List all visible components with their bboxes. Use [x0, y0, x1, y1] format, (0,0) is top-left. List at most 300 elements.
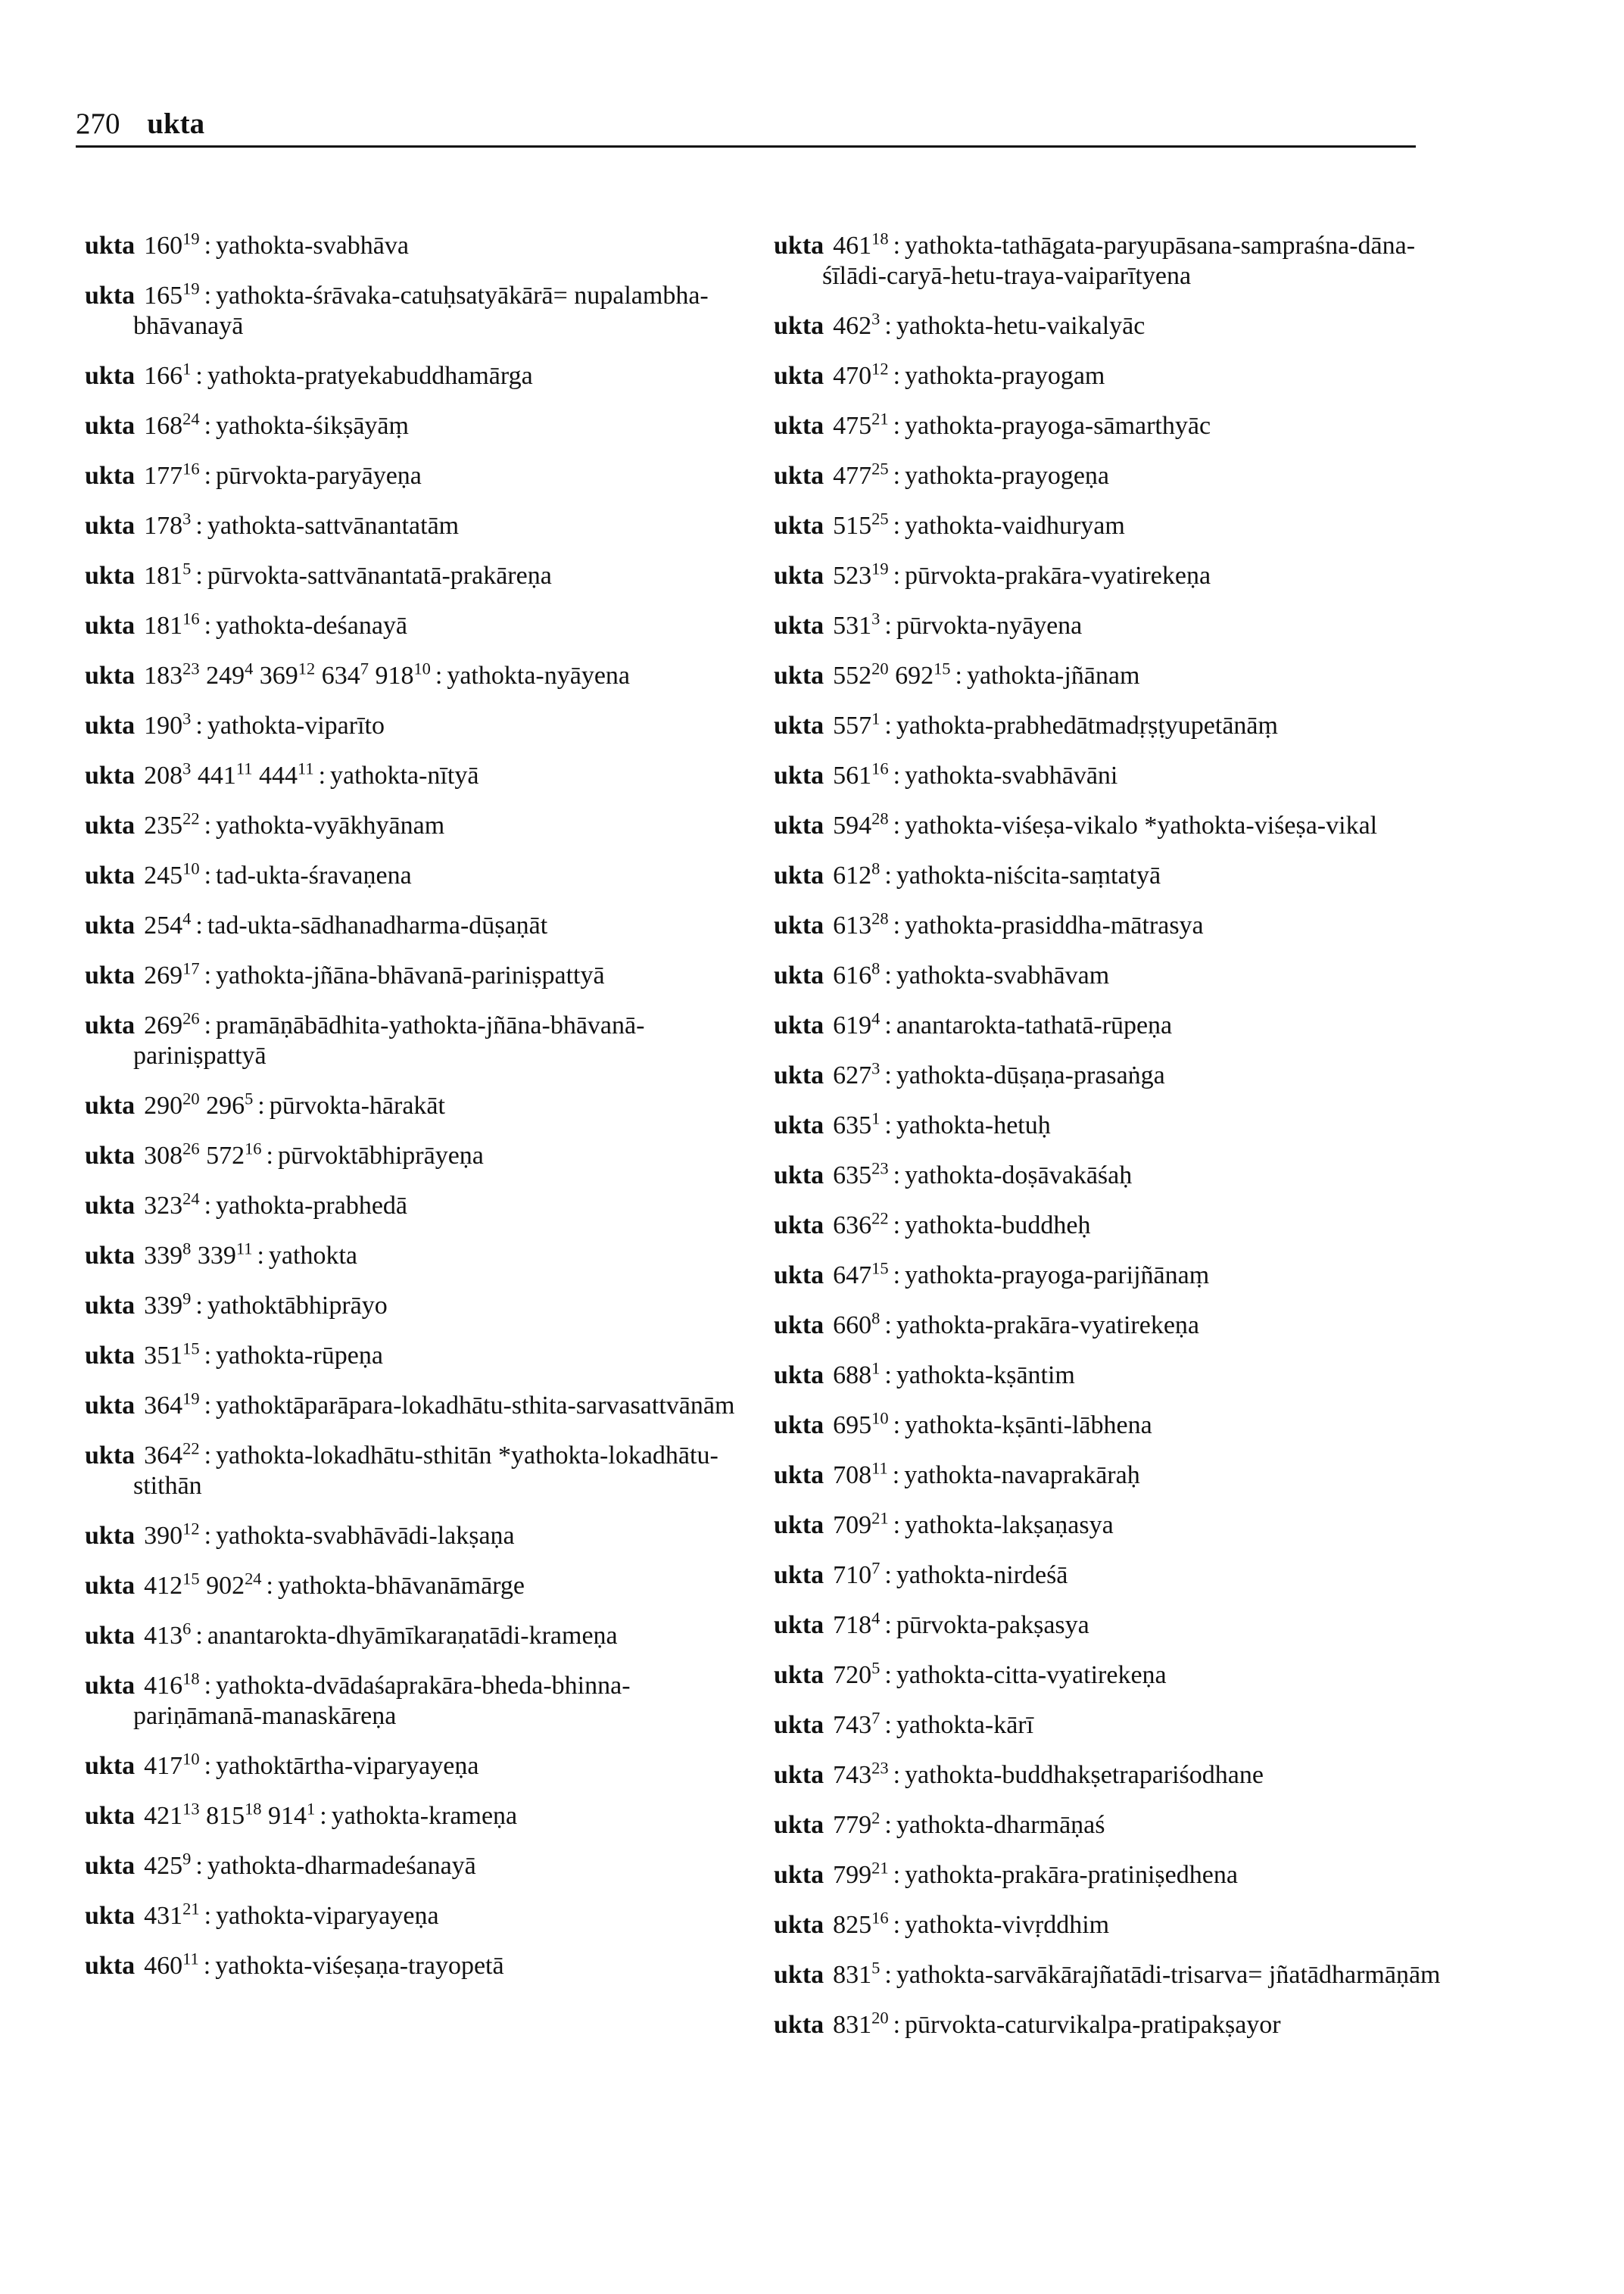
entry-text: yathokta-sattvānantatām [207, 512, 460, 540]
entry-text: yathokta-krameṇa [331, 1802, 518, 1830]
entry-separator: : [204, 232, 212, 260]
dictionary-entry [85, 661, 736, 691]
entry-text: pūrvokta-prakāra-vyatirekeṇa [905, 562, 1211, 590]
dictionary-entry [85, 1191, 736, 1221]
dictionary-entry [85, 1571, 736, 1601]
entry-headword: ukta [85, 1092, 136, 1120]
dictionary-entry [774, 1008, 1455, 1041]
entry-text: yathokta-niścita-saṃtatyā [896, 862, 1161, 890]
reference-line: 23 [871, 1158, 889, 1178]
entry-reference [833, 2008, 889, 2039]
entry-headword: ukta [85, 812, 136, 840]
entry-headword: ukta [85, 362, 136, 390]
reference-line: 5 [871, 1958, 881, 1978]
reference-page: 634 [321, 662, 360, 690]
entry-separator: : [884, 1711, 892, 1739]
entry-text: pūrvokta-paryāyeṇa [216, 462, 422, 490]
entry-reference [144, 709, 192, 740]
reference-page: 627 [833, 1061, 872, 1089]
reference-page: 183 [144, 662, 183, 690]
reference-page: 710 [833, 1561, 872, 1589]
reference-line: 24 [182, 1189, 200, 1208]
reference-page: 441 [197, 762, 236, 790]
reference-page: 613 [833, 912, 872, 940]
dictionary-entry [774, 1810, 1455, 1840]
entry-reference [144, 229, 200, 260]
entry-headword: ukta [85, 232, 136, 260]
dictionary-entry [774, 861, 1455, 891]
reference-page: 523 [833, 562, 872, 590]
reference-page: 269 [144, 962, 183, 990]
reference-line: 18 [871, 229, 889, 248]
entry-headword: ukta [774, 612, 824, 640]
page-number: 270 [76, 108, 120, 140]
reference-line: 4 [182, 909, 192, 928]
reference-line: 23 [182, 659, 200, 678]
dictionary-entry [774, 231, 1455, 291]
entry-separator: : [884, 1811, 892, 1839]
entry-reference [268, 1799, 316, 1830]
entry-reference [833, 1358, 881, 1389]
entry-headword: ukta [774, 1661, 824, 1689]
entry-reference [833, 1258, 889, 1289]
entry-text: yathokta-vyākhyānam [216, 812, 445, 840]
reference-page: 339 [197, 1242, 236, 1270]
entry-reference [144, 359, 192, 390]
reference-page: 444 [258, 762, 298, 790]
entry-headword: ukta [774, 1561, 824, 1589]
entry-separator: : [955, 662, 962, 690]
entry-separator: : [893, 1761, 901, 1789]
entry-reference [833, 909, 889, 940]
dictionary-entry [85, 461, 736, 491]
entry-separator: : [204, 462, 212, 490]
entry-separator: : [257, 1242, 264, 1270]
entry-text: tad-ukta-śravaṇena [216, 862, 412, 890]
entry-headword: ukta [85, 1802, 136, 1830]
entry-separator: : [204, 1442, 212, 1470]
entry-separator: : [884, 1611, 892, 1639]
entry-text: yathokta-śrāvaka-catuḥsatyākārā= nupalambha-bhāvanayā [133, 282, 709, 340]
reference-line: 10 [182, 1749, 200, 1769]
entry-reference [144, 1089, 200, 1120]
entry-text: tad-ukta-sādhanadharma-dūṣaṇāt [207, 912, 548, 940]
reference-page: 290 [144, 1092, 183, 1120]
entry-reference [833, 509, 889, 540]
reference-page: 692 [895, 662, 934, 690]
reference-page: 635 [833, 1161, 872, 1189]
entry-separator: : [884, 1961, 892, 1989]
entry-headword: ukta [774, 232, 824, 260]
dictionary-entry [85, 511, 736, 541]
entry-text: yathokta-doṣāvakāśaḥ [905, 1161, 1133, 1189]
entry-reference [259, 659, 316, 690]
entry-text: yathokta [268, 1242, 357, 1270]
entry-reference [206, 659, 254, 690]
entry-separator: : [204, 1752, 212, 1780]
reference-line: 13 [182, 1799, 200, 1819]
reference-page: 177 [144, 462, 183, 490]
entry-headword: ukta [774, 362, 824, 390]
reference-line: 3 [182, 709, 192, 728]
entry-separator: : [204, 1902, 212, 1930]
entry-text: yathokta-viśeṣa-vikalo *yathokta-viśeṣa-vikal [905, 812, 1378, 840]
entry-reference [144, 1239, 192, 1270]
reference-page: 460 [144, 1952, 183, 1980]
entry-text: yathokta-śikṣāyāṃ [216, 412, 409, 440]
entry-headword: ukta [774, 912, 824, 940]
entry-text: yathokta-prabhedātmadṛṣṭyupetānāṃ [896, 712, 1278, 740]
entry-separator: : [203, 1952, 211, 1980]
entry-reference [833, 1708, 881, 1739]
reference-page: 557 [833, 712, 872, 740]
reference-page: 339 [144, 1292, 183, 1320]
reference-page: 531 [833, 612, 872, 640]
reference-line: 15 [871, 1258, 889, 1278]
entry-reference [144, 509, 192, 540]
dictionary-entry [774, 1660, 1455, 1691]
entry-reference [197, 759, 253, 790]
reference-page: 235 [144, 812, 183, 840]
reference-line: 12 [871, 359, 889, 379]
reference-page: 743 [833, 1711, 872, 1739]
reference-line: 11 [182, 1949, 199, 1968]
dictionary-entry [85, 561, 736, 591]
entry-text: yathokta-svabhāvādi-lakṣaṇa [216, 1522, 515, 1550]
reference-page: 572 [206, 1142, 245, 1170]
reference-page: 475 [833, 412, 872, 440]
entry-reference [833, 1308, 881, 1339]
entry-separator: : [893, 462, 901, 490]
entry-reference [206, 1799, 262, 1830]
dictionary-entry [774, 1208, 1455, 1241]
reference-line: 5 [871, 1658, 881, 1678]
entry-text: yathokta-lakṣaṇasya [905, 1511, 1114, 1539]
entry-headword: ukta [774, 312, 824, 340]
entry-headword: ukta [774, 712, 824, 740]
reference-line: 16 [182, 609, 200, 628]
dictionary-entry [774, 311, 1455, 341]
reference-page: 612 [833, 862, 872, 890]
entry-reference [206, 1569, 262, 1600]
entry-text: yathokta-dūṣaṇa-prasaṅga [896, 1061, 1165, 1089]
entry-separator: : [318, 762, 326, 790]
entry-text: pūrvokta-nyāyena [896, 612, 1083, 640]
entry-headword: ukta [774, 1861, 824, 1889]
reference-page: 688 [833, 1361, 872, 1389]
reference-line: 16 [182, 459, 200, 478]
entry-headword: ukta [85, 762, 136, 790]
entry-reference [144, 279, 200, 310]
entry-text: yathokta-prasiddha-mātrasya [905, 912, 1204, 940]
reference-page: 636 [833, 1211, 872, 1239]
entry-reference [206, 1089, 254, 1120]
reference-line: 22 [182, 1438, 200, 1458]
dictionary-entry [85, 1241, 736, 1271]
entry-reference [833, 1508, 889, 1539]
entry-reference [833, 1558, 881, 1589]
entry-headword: ukta [774, 862, 824, 890]
dictionary-entry [85, 231, 736, 261]
entry-text: yathokta-hetu-vaikalyāc [896, 312, 1146, 340]
reference-page: 709 [833, 1511, 872, 1539]
entry-separator: : [893, 1861, 901, 1889]
reference-line: 10 [182, 859, 200, 878]
dictionary-entry [774, 1560, 1455, 1591]
entry-text: yathokta-viśeṣaṇa-trayopetā [215, 1952, 504, 1980]
entry-headword: ukta [774, 1511, 824, 1539]
reference-page: 718 [833, 1611, 872, 1639]
entry-headword: ukta [774, 1961, 824, 1989]
reference-line: 1 [871, 709, 881, 728]
dictionary-entry [774, 1760, 1455, 1791]
dictionary-entry [774, 1258, 1455, 1291]
entry-text: yathokta-nītyā [330, 762, 479, 790]
reference-page: 168 [144, 412, 183, 440]
entry-reference [144, 1008, 200, 1039]
entry-separator: : [266, 1142, 273, 1170]
reference-line: 6 [182, 1619, 192, 1638]
entry-text: anantarokta-dhyāmīkaraṇatādi-krameṇa [207, 1622, 618, 1650]
reference-line: 1 [307, 1799, 316, 1819]
reference-line: 4 [871, 1608, 881, 1628]
entry-reference [144, 1139, 200, 1170]
dictionary-entry [85, 1801, 736, 1831]
entry-separator: : [893, 1511, 901, 1539]
entry-headword: ukta [774, 562, 824, 590]
entry-separator: : [884, 1311, 892, 1339]
dictionary-entry [774, 1960, 1455, 1990]
entry-text: pūrvokta-pakṣasya [896, 1611, 1089, 1639]
entry-text: pūrvoktābhiprāyeṇa [277, 1142, 484, 1170]
entry-separator: : [893, 2011, 901, 2039]
reference-page: 390 [144, 1522, 183, 1550]
entry-headword: ukta [774, 1011, 824, 1039]
reference-line: 9 [182, 1289, 192, 1308]
reference-page: 743 [833, 1761, 872, 1789]
entry-headword: ukta [774, 762, 824, 790]
entry-separator: : [893, 1211, 901, 1239]
dictionary-entry [85, 1851, 736, 1881]
entry-text: yathokta-bhāvanāmārge [277, 1572, 525, 1600]
entry-headword: ukta [774, 1311, 824, 1339]
entry-headword: ukta [85, 712, 136, 740]
reference-line: 23 [871, 1758, 889, 1778]
entry-separator: : [204, 1192, 212, 1220]
entry-separator: : [892, 1461, 900, 1489]
reference-page: 831 [833, 1961, 872, 1989]
entry-headword: ukta [774, 412, 824, 440]
reference-line: 3 [871, 609, 881, 628]
reference-line: 16 [871, 1908, 889, 1928]
entry-reference [833, 759, 889, 790]
reference-line: 19 [182, 229, 200, 248]
reference-line: 9 [182, 1849, 192, 1869]
entry-headword: ukta [85, 862, 136, 890]
entry-reference [144, 1389, 200, 1420]
entry-separator: : [195, 912, 203, 940]
entry-headword: ukta [85, 962, 136, 990]
dictionary-entry [85, 958, 736, 991]
entry-headword: ukta [85, 1392, 136, 1420]
dictionary-entry [774, 1308, 1455, 1341]
reference-page: 308 [144, 1142, 183, 1170]
dictionary-entry [85, 361, 736, 391]
reference-line: 26 [182, 1008, 200, 1028]
entry-separator: : [884, 1561, 892, 1589]
dictionary-entry [774, 1860, 1455, 1890]
entry-reference [144, 859, 200, 890]
entry-reference [833, 609, 881, 640]
reference-page: 178 [144, 512, 183, 540]
reference-line: 5 [182, 559, 192, 578]
entry-reference [833, 1608, 881, 1639]
entry-separator: : [893, 1161, 901, 1189]
reference-line: 25 [871, 459, 889, 478]
entry-text: yathokta-prabhedā [216, 1192, 408, 1220]
entry-separator: : [884, 712, 892, 740]
entry-reference [144, 1189, 200, 1220]
entry-headword: ukta [85, 1572, 136, 1600]
entry-text: yathokta-kārī [896, 1711, 1034, 1739]
entry-headword: ukta [774, 1261, 824, 1289]
reference-page: 561 [833, 762, 872, 790]
entry-text: pramāṇābādhita-yathokta-jñāna-bhāvanā-pariniṣpattyā [133, 1011, 645, 1070]
reference-page: 413 [144, 1622, 183, 1650]
dictionary-entry [774, 1460, 1455, 1491]
reference-line: 19 [182, 279, 200, 298]
reference-line: 21 [871, 409, 889, 429]
entry-text: yathokta-svabhāva [216, 232, 409, 260]
entry-headword: ukta [774, 1811, 824, 1839]
reference-line: 12 [298, 659, 316, 678]
entry-reference [833, 1158, 889, 1189]
entry-separator: : [893, 912, 901, 940]
entry-separator: : [884, 862, 892, 890]
reference-page: 616 [833, 962, 872, 990]
entry-headword: ukta [85, 1142, 136, 1170]
dictionary-entry [774, 1610, 1455, 1641]
entry-text: yathokta-viparyayeṇa [216, 1902, 439, 1930]
entry-headword: ukta [85, 282, 136, 310]
dictionary-entry [85, 411, 736, 441]
entry-reference [833, 1658, 881, 1689]
dictionary-entry [774, 811, 1455, 841]
entry-reference [197, 1239, 253, 1270]
entry-text: yathokta-dharmāṇaś [896, 1811, 1105, 1839]
reference-line: 20 [182, 1089, 200, 1108]
dictionary-entry [85, 1438, 736, 1501]
entry-separator: : [204, 962, 212, 990]
entry-separator: : [884, 962, 892, 990]
dictionary-entry [774, 561, 1455, 591]
entry-headword: ukta [774, 1461, 824, 1489]
reference-page: 339 [144, 1242, 183, 1270]
entry-reference [144, 1849, 192, 1880]
entry-separator: : [204, 282, 212, 310]
entry-text: yathokta-kṣānti-lābhena [905, 1411, 1152, 1439]
entry-reference [375, 659, 431, 690]
reference-page: 369 [259, 662, 298, 690]
entry-separator: : [893, 232, 901, 260]
dictionary-entry [85, 761, 736, 791]
reference-page: 695 [833, 1411, 872, 1439]
entry-text: yathokta-deśanayā [216, 612, 408, 640]
entry-separator: : [257, 1092, 265, 1120]
entry-separator: : [893, 412, 901, 440]
reference-page: 914 [268, 1802, 307, 1830]
reference-page: 477 [833, 462, 872, 490]
entry-reference [895, 659, 951, 690]
entry-reference [833, 1108, 881, 1139]
reference-page: 323 [144, 1192, 183, 1220]
reference-page: 708 [833, 1461, 872, 1489]
entry-separator: : [884, 1061, 892, 1089]
entry-reference [144, 1569, 200, 1600]
reference-page: 249 [206, 662, 245, 690]
reference-page: 160 [144, 232, 183, 260]
entry-reference [833, 459, 889, 490]
entry-reference [144, 1438, 200, 1470]
entry-reference [833, 1808, 881, 1839]
entry-headword: ukta [774, 512, 824, 540]
entry-separator: : [204, 1522, 212, 1550]
dictionary-entry [85, 611, 736, 641]
entry-text: yathokta-tathāgata-paryupāsana-sampraśna-dāna-śīlādi-caryā-hetu-traya-vaiparītyena [822, 232, 1416, 290]
entry-reference [144, 1669, 200, 1700]
reference-line: 8 [182, 1239, 192, 1258]
entry-text: yathokta-lokadhātu-sthitān *yathokta-lokadhātu-stithān [133, 1442, 718, 1500]
entry-text: yathokta-citta-vyatirekeṇa [896, 1661, 1167, 1689]
entry-headword: ukta [774, 962, 824, 990]
left-column [85, 231, 736, 2001]
reference-page: 831 [833, 2011, 872, 2039]
entry-text: yathokta-dharmadeśanayā [207, 1852, 476, 1880]
entry-reference [833, 809, 889, 840]
entry-separator: : [204, 612, 212, 640]
entry-text: yathokta-vivṛddhim [905, 1911, 1110, 1939]
entry-headword: ukta [85, 1902, 136, 1930]
reference-page: 594 [833, 812, 872, 840]
entry-reference [144, 909, 192, 940]
entry-reference [144, 1799, 200, 1830]
entry-text: yathoktāparāpara-lokadhātu-sthita-sarvasattvānām [216, 1392, 735, 1420]
entry-separator: : [884, 1011, 892, 1039]
reference-line: 3 [182, 509, 192, 528]
entry-headword: ukta [85, 1672, 136, 1700]
reference-page: 720 [833, 1661, 872, 1689]
entry-text: yathokta-rūpeṇa [216, 1342, 383, 1370]
entry-reference [206, 1139, 262, 1170]
entry-reference [833, 309, 881, 340]
entry-headword: ukta [774, 1761, 824, 1789]
entry-reference [833, 1058, 881, 1089]
entry-separator: : [204, 862, 212, 890]
entry-separator: : [195, 562, 203, 590]
entry-headword: ukta [85, 562, 136, 590]
entry-separator: : [884, 1661, 892, 1689]
entry-text: yathokta-prayogam [905, 362, 1105, 390]
dictionary-entry [85, 861, 736, 891]
entry-text: yathokta-prayoga-sāmarthyāc [905, 412, 1211, 440]
reference-page: 166 [144, 362, 183, 390]
reference-line: 8 [871, 1308, 881, 1328]
reference-line: 26 [182, 1139, 200, 1158]
entry-reference [833, 229, 889, 260]
reference-page: 552 [833, 662, 872, 690]
entry-reference [144, 809, 200, 840]
reference-line: 7 [871, 1558, 881, 1578]
